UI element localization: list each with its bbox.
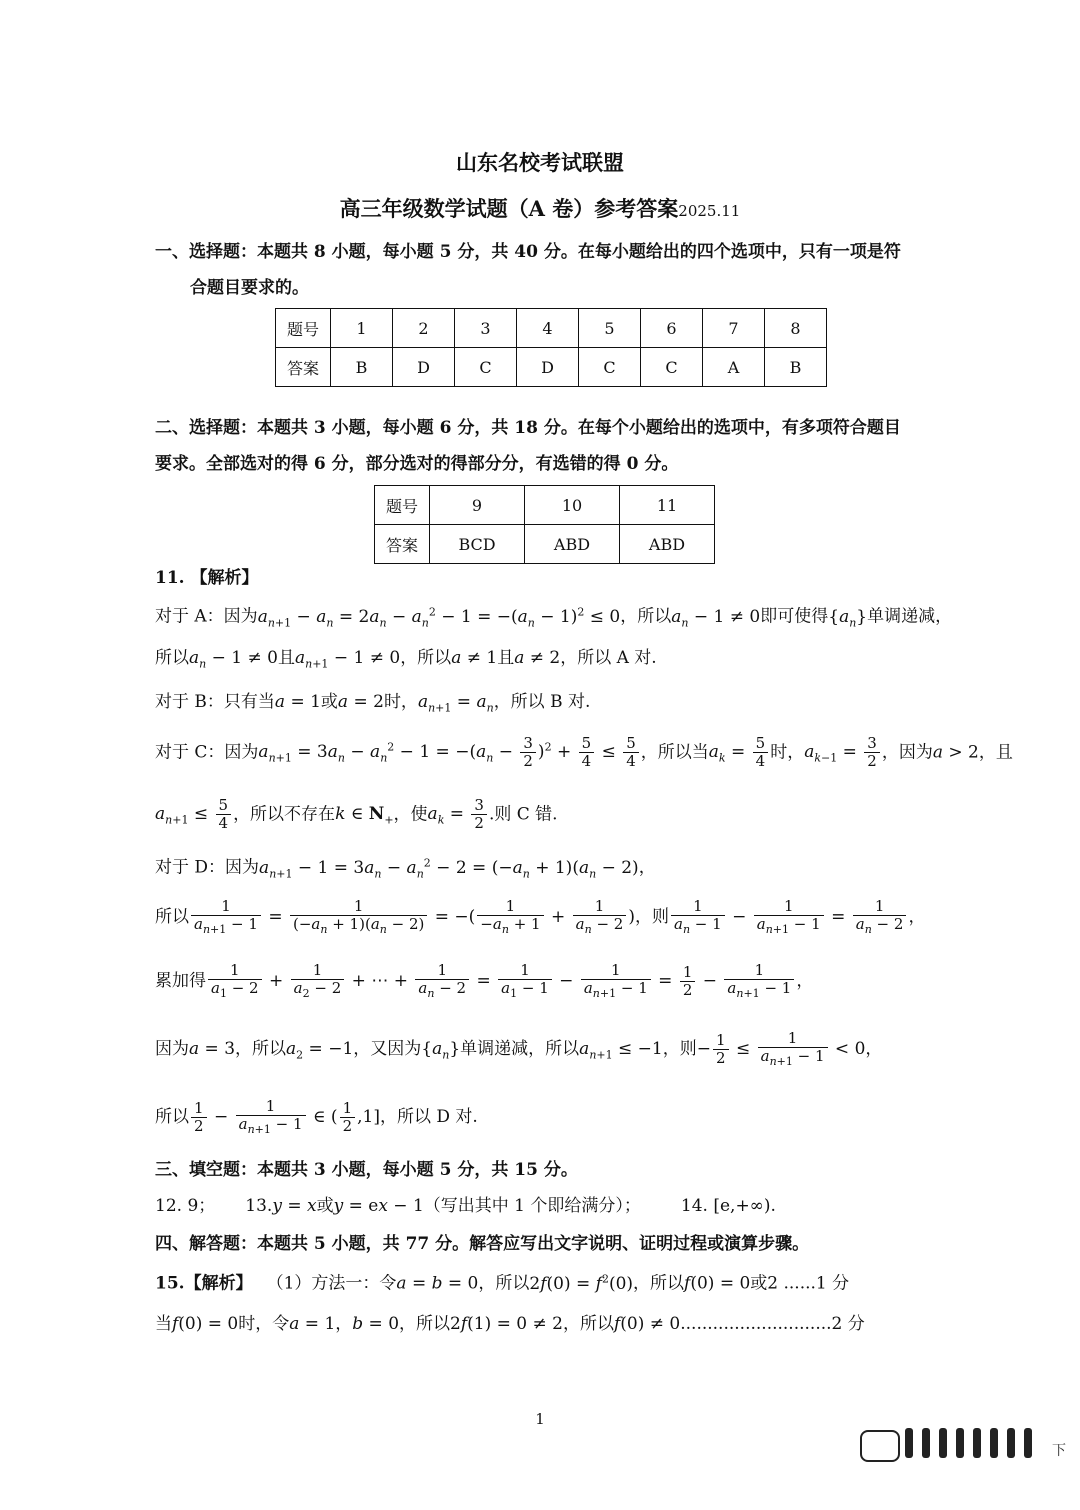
table-cell: 6 bbox=[641, 309, 703, 348]
q11-heading: 11. 【解析】 bbox=[155, 568, 259, 588]
section3-answers: 12. 9； 13.y = x或y = ex − 1（写出其中 1 个即给满分）； 14. [e,+∞). bbox=[155, 1196, 776, 1216]
table-cell: 2 bbox=[393, 309, 455, 348]
table-cell: 5 bbox=[579, 309, 641, 348]
table-cell: 7 bbox=[703, 309, 765, 348]
table-cell: ABD bbox=[620, 525, 715, 564]
corner-mark-icon: 下 bbox=[1052, 1443, 1066, 1459]
section3-heading: 三、填空题：本题共 3 小题，每小题 5 分，共 15 分。 bbox=[155, 1160, 578, 1180]
table-cell: 11 bbox=[620, 486, 715, 525]
table-cell: B bbox=[765, 348, 827, 387]
table-cell: 9 bbox=[430, 486, 525, 525]
table-cell: C bbox=[455, 348, 517, 387]
table-cell: 答案 bbox=[276, 348, 331, 387]
table-cell: 1 bbox=[331, 309, 393, 348]
table-cell: 4 bbox=[517, 309, 579, 348]
q11-c-line1: 对于 C：因为$a_{n+1} = 3a_n - a_n^2 - 1 = -(a_n$ − $\frac{3}{2}$ )$^2$ + $\frac{5}{4}$ ≤ $\frac{5}{4}$ ，所以当$a_k$ = $\frac{5}{4}$ 时，$a_{k-1}$ = $\frac{3}{2}$ ，因为a > 2，且 bbox=[155, 734, 1013, 771]
section1-heading-line2: 合题目要求的。 bbox=[190, 278, 309, 298]
q11-b-line: 对于 B：只有当a = 1或a = 2时，$a_{n+1} = a_n$，所以 B 对. bbox=[155, 692, 591, 715]
table-cell: 10 bbox=[525, 486, 620, 525]
q15-line2: 当f(0) = 0时，令a = 1，b = 0，所以2f(1) = 0 ≠ 2，所以f(0) ≠ 0............................2 分 bbox=[155, 1314, 865, 1334]
table-cell: 题号 bbox=[276, 309, 331, 348]
table-row bbox=[375, 486, 715, 525]
q11-c-line2: $a_{n+1}$ ≤ $\frac{5}{4}$ ，所以不存在k ∈ $N_+$，使$a_k$ = $\frac{3}{2}$ .则 C 错. bbox=[155, 796, 558, 833]
q11-a-line1: 对于 A：因为$a_{n+1} - a_n = 2a_n - a_n^2 - 1 = -(a_n - 1)^2 \le 0$，所以$a_n - 1 \ne 0$即可使得$\{a_n\}$单调递减， bbox=[155, 605, 953, 630]
table-cell: B bbox=[331, 348, 393, 387]
table-cell: 8 bbox=[765, 309, 827, 348]
document-subtitle bbox=[0, 196, 1080, 221]
table-cell: 题号 bbox=[375, 486, 430, 525]
table-cell: 答案 bbox=[375, 525, 430, 564]
section2-heading-line2: 要求。全部选对的得 6 分，部分选对的得部分分，有选错的得 0 分。 bbox=[155, 454, 679, 474]
table-cell: D bbox=[393, 348, 455, 387]
page-number: 1 bbox=[535, 1410, 545, 1428]
section4-heading: 四、解答题：本题共 5 小题，共 77 分。解答应写出文字说明、证明过程或演算步骤。 bbox=[155, 1234, 810, 1254]
q11-d-line2: 所以 $\frac{1}{a_{n+1} - 1}$ = $\frac{1}{(-a_n + 1)(a_n - 2)}$ = −( $\frac{1}{-a_n + 1}$ + $\frac{1}{a_n - 2}$ )，则 $\frac{1}{a_n - 1}$ − $\frac{1}{a_{n+1} - 1}$ = $\frac{1}{a_n - 2}$ ， bbox=[155, 897, 926, 937]
q11-a-line2: 所以$a_n - 1 \ne 0$且$a_{n+1} - 1 \ne 0$，所以a ≠ 1且a ≠ 2，所以 A 对. bbox=[155, 648, 657, 671]
document-title: 山东名校考试联盟 bbox=[456, 150, 624, 175]
exam-date: 2025.11 bbox=[678, 202, 741, 220]
section2-heading-line1: 二、选择题：本题共 3 小题，每小题 6 分，共 18 分。在每个小题给出的选项中，有多项符合题目 bbox=[155, 418, 901, 438]
q11-d-line5: 所以 $\frac{1}{2}$ − $\frac{1}{a_{n+1} - 1}$ ∈ ( $\frac{1}{2}$ ,1]，所以 D 对. bbox=[155, 1097, 478, 1137]
q11-d-line3: 累加得 $\frac{1}{a_1 - 2}$ + $\frac{1}{a_2 - 2}$ + ⋯ + $\frac{1}{a_n - 2}$ = $\frac{1}{a_1 - 1}$ − $\frac{1}{a_{n+1} - 1}$ = $\frac{1}{2}$ − $\frac{1}{a_{n+1} - 1}$ ， bbox=[155, 961, 814, 1001]
table-cell: BCD bbox=[430, 525, 525, 564]
answer-table-2 bbox=[374, 485, 715, 564]
table-cell: A bbox=[703, 348, 765, 387]
table-row bbox=[375, 525, 715, 564]
table-cell: ABD bbox=[525, 525, 620, 564]
table-row bbox=[276, 348, 827, 387]
table-cell: D bbox=[517, 348, 579, 387]
answer-table-1 bbox=[275, 308, 827, 387]
table-cell: C bbox=[641, 348, 703, 387]
section1-heading-line1: 一、选择题：本题共 8 小题，每小题 5 分，共 40 分。在每小题给出的四个选项中，只有一项是符 bbox=[155, 242, 901, 262]
table-cell: C bbox=[579, 348, 641, 387]
q15-line1: 15.【解析】 （1）方法一：令a = b = 0，所以$2f(0) = f^2(0)$，所以f(0) = 0或2 ......1 分 bbox=[155, 1272, 850, 1294]
table-row bbox=[276, 309, 827, 348]
subtitle-text: 高三年级数学试题（A 卷）参考答案 bbox=[339, 196, 679, 221]
table-cell: 3 bbox=[455, 309, 517, 348]
q11-d-line4: 因为a = 3，所以$a_2 = -1$，又因为$\{a_n\}$单调递减，所以$a_{n+1} \le -1$，则− $\frac{1}{2}$ ≤ $\frac{1}{a_{n+1} - 1}$ < 0， bbox=[155, 1029, 883, 1069]
q11-d-line1: 对于 D：因为$a_{n+1} - 1 = 3a_n - a_n^2 - 2 = (-a_n + 1)(a_n - 2)$， bbox=[155, 856, 656, 881]
